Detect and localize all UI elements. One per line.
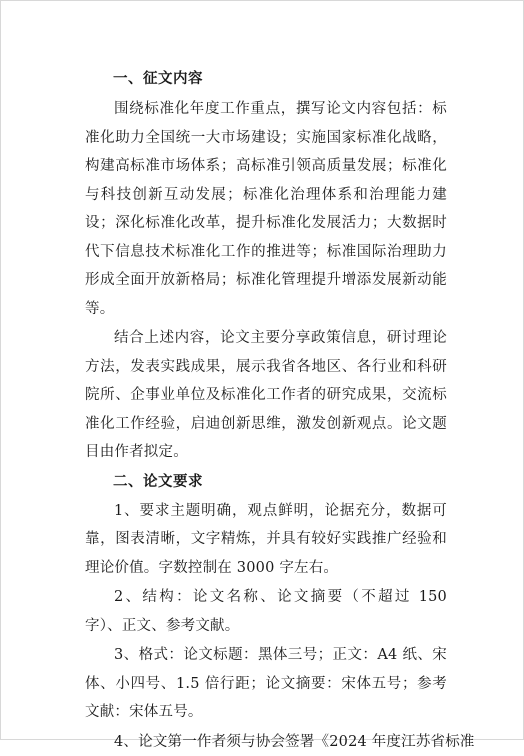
paragraph-topics: 围绕标准化年度工作重点，撰写论文内容包括：标准化助力全国统一大市场建设；实施国家标准化战略，构建高标准市场体系；高标准引领高质量发展；标准化与科技创新互动发展；标准化治理体系和治理能力建设；深化标准化改革，提升标准化发展活力；大数据时代下信息技术标准化工作的推进等；标准国际治理助力形成全面开放新格局；标准化管理提升增添发展新动能等。 [85, 95, 447, 323]
paragraph-scope: 结合上述内容，论文主要分享政策信息，研讨理论方法，发表实践成果，展示我省各地区、各行业和科研院所、企事业单位及标准化工作者的研究成果，交流标准化工作经验，启迪创新思维，激发创新观点。论文题目由作者拟定。 [85, 324, 447, 467]
requirement-item-4: 4、论文第一作者须与协会签署《2024 年度江苏省标准 [85, 728, 447, 756]
requirement-item-2: 2、结构：论文名称、论文摘要（不超过 150 字）、正文、参考文献。 [85, 583, 447, 640]
section-heading-content: 一、征文内容 [85, 65, 447, 93]
requirement-item-1: 1、要求主题明确，观点鲜明，论据充分，数据可靠，图表清晰，文字精炼，并具有较好实践推广经验和理论价值。字数控制在 3000 字左右。 [85, 497, 447, 583]
document-content [85, 65, 447, 756]
requirement-item-3: 3、格式：论文标题：黑体三号；正文：A4 纸、宋体、小四号、1.5 倍行距；论文摘要：宋体五号；参考文献：宋体五号。 [85, 641, 447, 727]
section-heading-requirements: 二、论文要求 [85, 468, 447, 496]
